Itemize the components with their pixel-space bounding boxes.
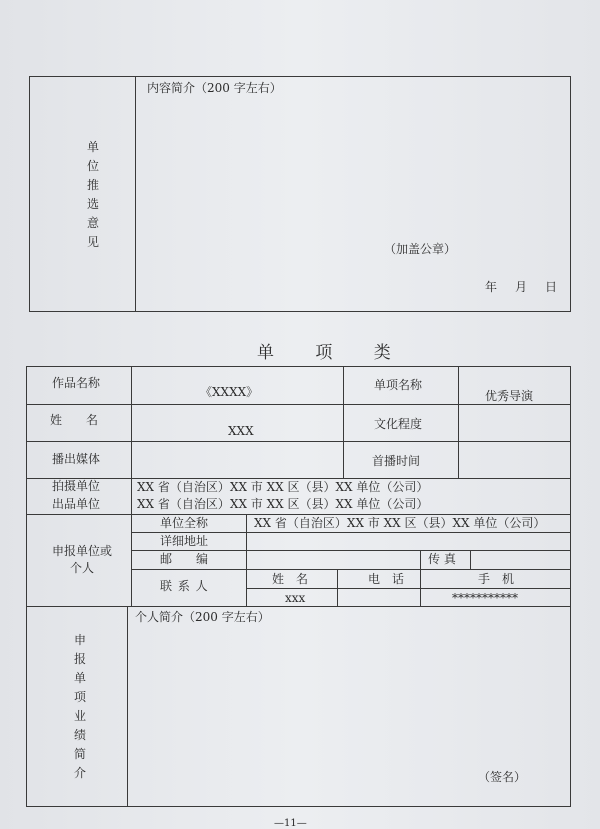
seal-note: （加盖公章）: [384, 242, 457, 256]
table-border: [458, 366, 459, 478]
table-border: [26, 514, 571, 515]
contact-label: 联 系 人: [160, 579, 209, 593]
table-border: [26, 366, 27, 807]
table-border: [570, 76, 571, 312]
table-border: [343, 366, 344, 478]
contact-name-value: xxx: [285, 591, 306, 605]
table-border: [131, 532, 571, 533]
produce-unit-label: 出品单位: [52, 497, 101, 511]
table-border: [135, 76, 136, 312]
recommendation-side-label: 单位推选意见: [86, 140, 99, 249]
contact-mobile-value: ***********: [452, 591, 518, 605]
bio-label: 个人简介（200 字左右）: [135, 610, 270, 624]
page-number: —11—: [274, 818, 307, 829]
premiere-label: 首播时间: [372, 454, 421, 468]
table-border: [131, 569, 571, 570]
table-border: [26, 366, 571, 367]
work-name-value: 《XXXX》: [200, 385, 259, 399]
education-label: 文化程度: [374, 417, 423, 431]
table-border: [26, 404, 571, 405]
signature-note: （签名）: [478, 770, 527, 784]
table-border: [337, 569, 338, 606]
applicant-label: 申报单位或个人: [52, 544, 113, 575]
table-border: [29, 311, 571, 312]
shoot-unit-label: 拍摄单位: [52, 479, 101, 493]
name-value: XXX: [228, 424, 254, 438]
table-border: [246, 588, 571, 589]
table-border: [26, 806, 571, 807]
table-border: [570, 366, 571, 807]
table-border: [131, 514, 132, 606]
achievements-side-label: 申报单项业绩简介: [73, 633, 86, 780]
table-border: [131, 550, 571, 551]
table-border: [420, 550, 421, 606]
table-border: [29, 76, 30, 312]
name-label: 姓 名: [50, 413, 99, 427]
table-border: [29, 76, 571, 77]
section-title: 单 项 类: [257, 343, 409, 363]
address-label: 详细地址: [160, 534, 209, 548]
table-border: [26, 478, 571, 479]
contact-phone-label: 电 话: [368, 572, 405, 586]
produce-unit-value: XX 省（自治区）XX 市 XX 区（县）XX 单位（公司）: [137, 497, 429, 511]
media-label: 播出媒体: [52, 452, 101, 466]
item-name-value: 优秀导演: [485, 389, 534, 403]
table-border: [131, 366, 132, 514]
postcode-label: 邮 编: [160, 552, 209, 566]
table-border: [127, 606, 128, 807]
shoot-unit-value: XX 省（自治区）XX 市 XX 区（县）XX 单位（公司）: [137, 480, 429, 494]
item-name-label: 单项名称: [374, 378, 423, 392]
table-border: [26, 606, 571, 607]
fax-label: 传 真: [428, 552, 456, 566]
work-name-label: 作品名称: [52, 376, 101, 390]
contact-mobile-label: 手 机: [478, 572, 515, 586]
full-name-value: XX 省（自治区）XX 市 XX 区（县）XX 单位（公司）: [254, 516, 546, 530]
table-border: [246, 514, 247, 606]
date-line: 年 月 日: [485, 280, 561, 294]
table-border: [26, 441, 571, 442]
table-border: [470, 550, 471, 569]
content-summary-label: 内容简介（200 字左右）: [147, 81, 282, 95]
contact-name-label: 姓 名: [272, 572, 309, 586]
full-name-label: 单位全称: [160, 516, 209, 530]
